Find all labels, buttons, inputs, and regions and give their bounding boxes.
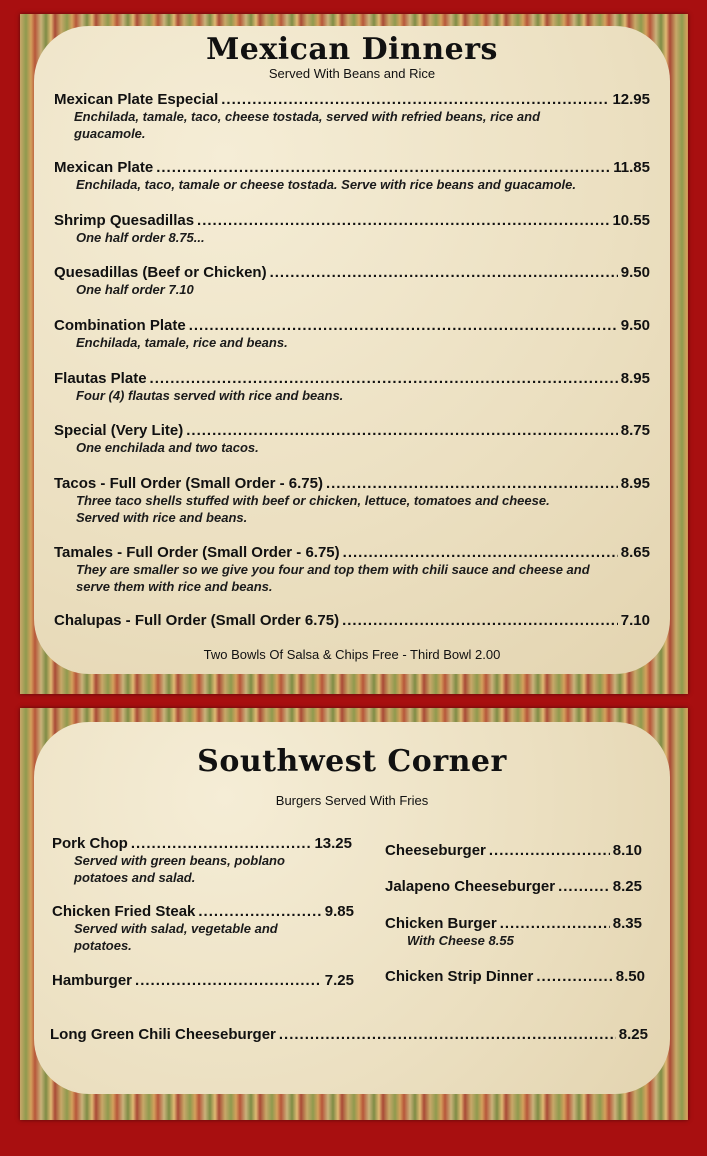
item-description: Served with salad, vegetable and potatoes. xyxy=(74,921,278,953)
item-price: 8.95 xyxy=(620,475,650,492)
item-name: Hamburger xyxy=(52,972,133,989)
menu-item xyxy=(54,370,650,404)
item-description: Four (4) flautas served with rice and beans. xyxy=(76,388,344,403)
menu-item xyxy=(54,264,650,298)
item-price: 8.35 xyxy=(612,915,642,932)
item-name: Quesadillas (Beef or Chicken) xyxy=(54,264,267,281)
item-name: Chicken Fried Steak xyxy=(52,903,196,920)
menu-item xyxy=(385,968,645,985)
item-name: Chicken Burger xyxy=(385,915,497,932)
item-description: One enchilada and two tacos. xyxy=(76,440,259,455)
item-price: 8.10 xyxy=(612,842,642,859)
menu-item xyxy=(50,1026,648,1043)
item-price: 8.25 xyxy=(612,878,642,895)
item-name: Combination Plate xyxy=(54,317,186,334)
item-description: They are smaller so we give you four and top them with chili sauce and cheese and serve them with rice and beans. xyxy=(76,562,590,594)
item-price: 9.50 xyxy=(620,264,650,281)
item-description: Served with green beans, poblano potatoes and salad. xyxy=(74,853,285,885)
item-name: Chalupas - Full Order (Small Order 6.75) xyxy=(54,612,340,629)
salsa-chips-note: Two Bowls Of Salsa & Chips Free - Third Bowl 2.00 xyxy=(203,647,501,662)
item-name: Flautas Plate xyxy=(54,370,147,387)
item-description: With Cheese 8.55 xyxy=(407,933,514,948)
item-price: 8.95 xyxy=(620,370,650,387)
item-name: Special (Very Lite) xyxy=(54,422,184,439)
item-price: 9.85 xyxy=(324,903,354,920)
menu-item xyxy=(385,915,642,949)
menu-item xyxy=(54,475,650,526)
item-name: Cheeseburger xyxy=(385,842,486,859)
item-name: Shrimp Quesadillas xyxy=(54,212,195,229)
item-name: Tamales - Full Order (Small Order - 6.75) xyxy=(54,544,340,561)
section-title: Southwest Corner xyxy=(197,744,507,779)
item-price: 8.50 xyxy=(615,968,645,985)
item-name: Mexican Plate Especial xyxy=(54,91,219,108)
item-name: Long Green Chili Cheeseburger xyxy=(50,1026,276,1043)
item-description: Enchilada, tamale, taco, cheese tostada, served with refried beans, rice and guacamole. xyxy=(74,109,541,141)
item-description: Three taco shells stuffed with beef or chicken, lettuce, tomatoes and cheese. Served with rice and beans. xyxy=(76,493,550,525)
section-subtitle: Burgers Served With Fries xyxy=(275,793,429,808)
mexican-dinners-card xyxy=(34,26,670,674)
menu-item xyxy=(54,612,650,629)
item-price: 11.85 xyxy=(613,159,650,176)
menu-item xyxy=(54,317,650,351)
item-description: Enchilada, taco, tamale or cheese tostada. Serve with rice beans and guacamole. xyxy=(76,177,576,192)
item-description: Enchilada, tamale, rice and beans. xyxy=(76,335,288,350)
item-price: 8.65 xyxy=(620,544,650,561)
item-description: One half order 7.10 xyxy=(76,282,194,297)
section-subtitle: Served With Beans and Rice xyxy=(268,66,436,81)
menu-item xyxy=(54,159,650,193)
menu-item xyxy=(52,903,354,954)
item-price: 7.25 xyxy=(324,972,354,989)
menu-item xyxy=(385,878,642,895)
item-price: 8.75 xyxy=(620,422,650,439)
item-price: 12.95 xyxy=(612,91,650,108)
item-price: 7.10 xyxy=(620,612,650,629)
menu-item xyxy=(54,544,650,595)
item-name: Pork Chop xyxy=(52,835,128,852)
menu-item xyxy=(52,835,352,886)
item-price: 8.25 xyxy=(618,1026,648,1043)
item-name: Tacos - Full Order (Small Order - 6.75) xyxy=(54,475,323,492)
item-price: 13.25 xyxy=(314,835,352,852)
item-name: Jalapeno Cheeseburger xyxy=(385,878,556,895)
menu-item xyxy=(54,212,650,246)
menu-item xyxy=(385,842,642,859)
menu-item xyxy=(54,91,650,142)
item-name: Mexican Plate xyxy=(54,159,154,176)
item-price: 9.50 xyxy=(620,317,650,334)
item-name: Chicken Strip Dinner xyxy=(385,968,534,985)
southwest-corner-card xyxy=(34,722,670,1094)
section-title: Mexican Dinners xyxy=(206,32,498,67)
menu-item xyxy=(52,972,354,989)
menu-item xyxy=(54,422,650,456)
item-price: 10.55 xyxy=(612,212,650,229)
item-description: One half order 8.75... xyxy=(76,230,205,245)
